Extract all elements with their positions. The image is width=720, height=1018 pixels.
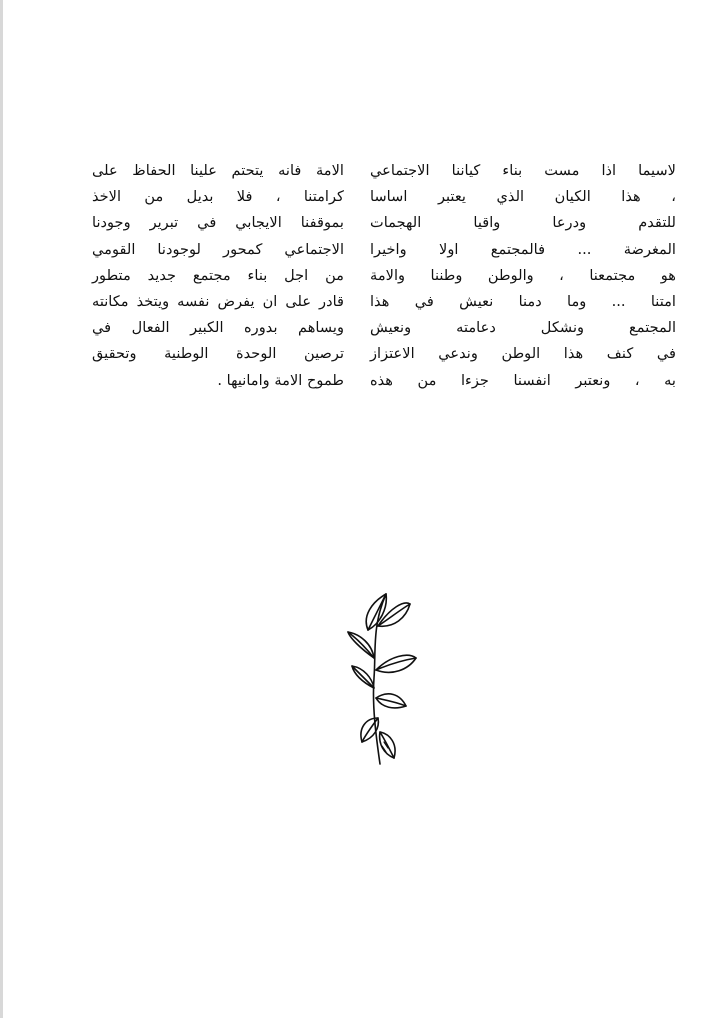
text-line: ، هذا الكيان الذي يعتبر اساسا: [370, 188, 676, 206]
text-line: الامة فانه يتحتم علينا الحفاظ على: [92, 162, 344, 179]
text-column-left: [92, 158, 344, 394]
text-line: كرامتنا ، فلا بديل من الاخذ: [92, 188, 344, 206]
text-line: من اجل بناء مجتمع جديد متطور: [92, 266, 344, 284]
text-line: الاجتماعي كمحور لوجودنا القومي: [92, 240, 344, 258]
text-line: المجتمع ونشكل دعامته ونعيش: [370, 319, 676, 337]
text-line: به ، ونعتبر انفسنا جزءا من هذه: [370, 371, 676, 389]
text-line: طموح الامة وامانيها .: [217, 371, 344, 389]
text-line: للتقدم ودرعا واقيا الهجمات: [370, 214, 676, 232]
text-line: هو مجتمعنا ، والوطن وطننا والامة: [370, 266, 676, 284]
text-line: في كنف هذا الوطن وندعي الاعتزاز: [370, 345, 676, 363]
text-line: ترصين الوحدة الوطنية وتحقيق: [92, 345, 344, 363]
text-column-right: [370, 158, 676, 394]
text-line: لاسيما اذا مست بناء كياننا الاجتماعي: [370, 162, 676, 179]
text-line: قادر على ان يفرض نفسه ويتخذ مكانته: [92, 293, 344, 311]
text-line: ويساهم بدوره الكبير الفعال في: [92, 319, 344, 337]
leaf-sprig-icon: [336, 586, 426, 776]
page-edge: [0, 0, 3, 1018]
text-line: المغرضة ... فالمجتمع اولا واخيرا: [370, 240, 676, 258]
text-line: امتنا ... وما دمنا نعيش في هذا: [370, 293, 676, 311]
text-line: بموقفنا الايجابي في تبرير وجودنا: [92, 214, 344, 232]
